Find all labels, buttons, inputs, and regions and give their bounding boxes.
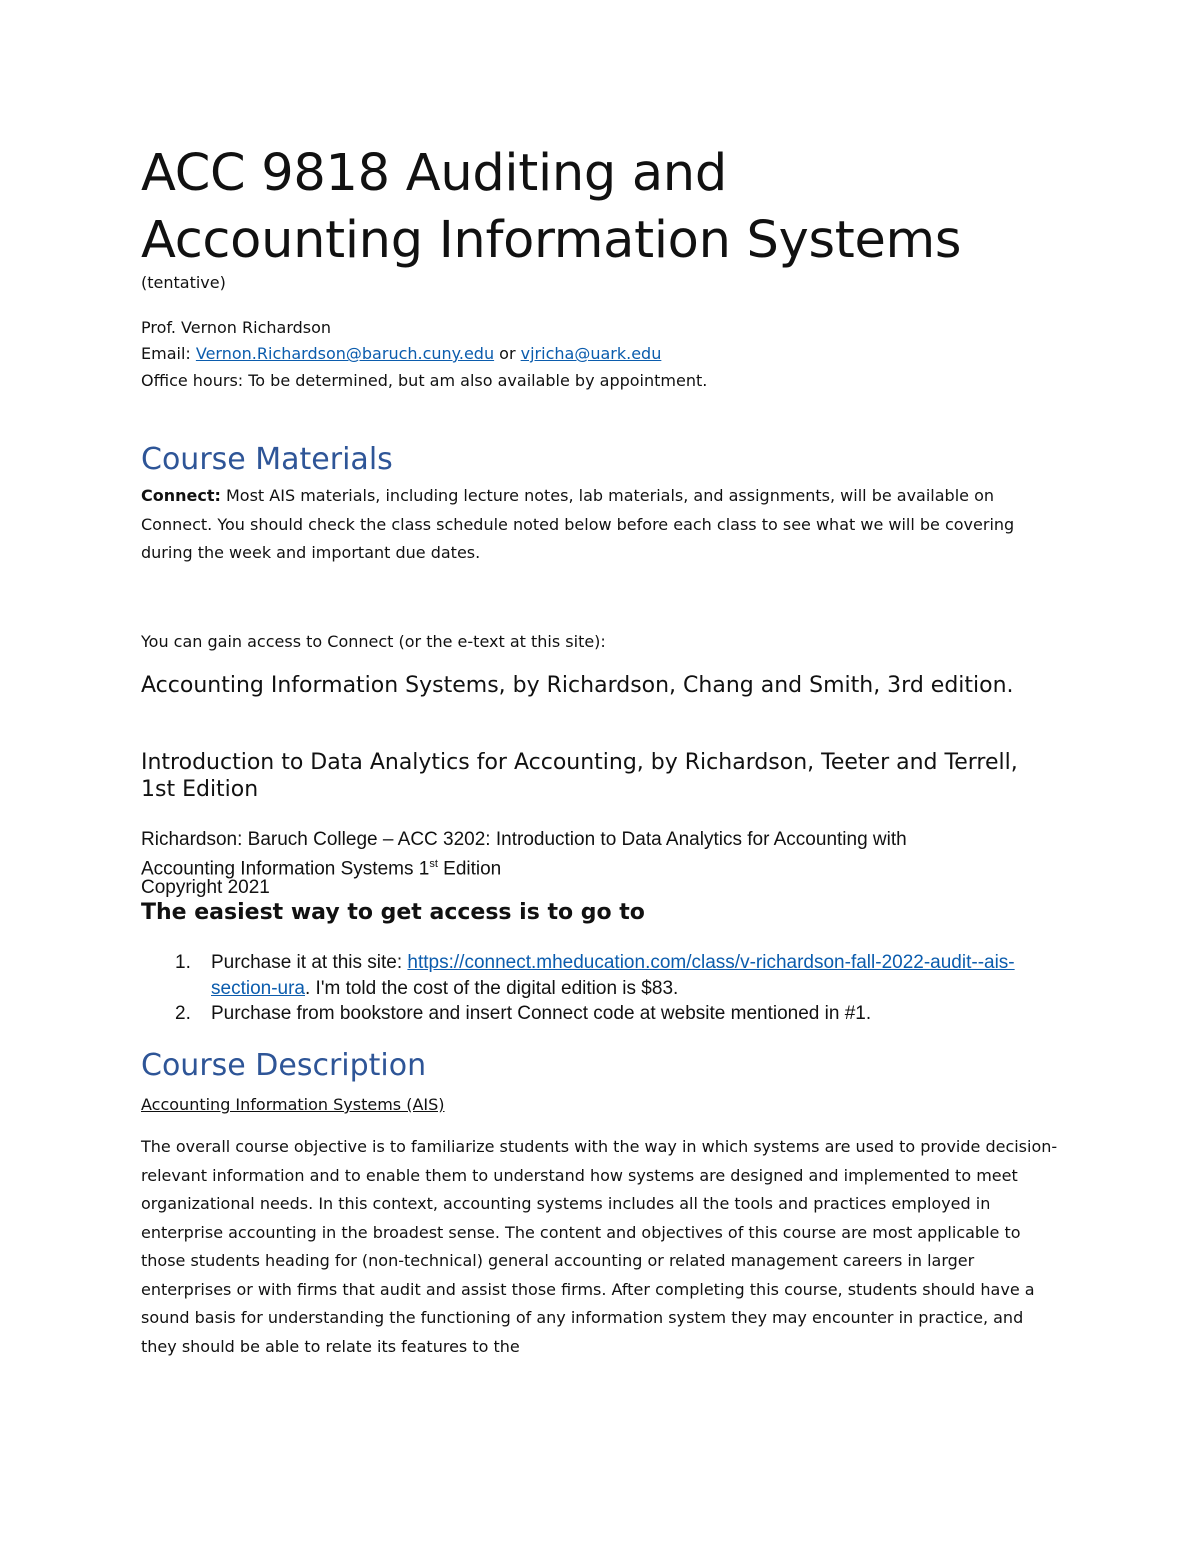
easiest-way: The easiest way to get access is to go to bbox=[141, 900, 645, 925]
description-paragraph: The overall course objective is to familiarize students with the way in which systems are used to provide decision-relevant information and to enable them to understand how systems are designed and implemented to meet organizational needs. In this context, accounting systems includes all the tools and practices employed in enterprise accounting in the broadest sense. The content and objectives of this course are most applicable to those students heading for (non-technical) general accounting or related management careers in larger enterprises or with firms that audit and assist those firms. After completing this course, students should have a sound basis for understanding the functioning of any information system they may encounter in practice, and they should be able to relate its features to the bbox=[141, 1137, 1058, 1356]
list-item bbox=[141, 950, 1071, 1001]
book-ais: Accounting Information Systems, by Richardson, Chang and Smith, 3rd edition. bbox=[141, 673, 1014, 698]
professor-name: Prof. Vernon Richardson bbox=[141, 318, 332, 337]
email-line bbox=[141, 341, 661, 367]
email-or: or bbox=[494, 344, 521, 363]
purchase-steps bbox=[141, 950, 1071, 1027]
bundle-text: Richardson: Baruch College – ACC 3202: Introduction to Data Analytics for Accounting with Accounting Information Systems 1 bbox=[141, 829, 907, 880]
connect-purchase-link[interactable]: https://connect.mheducation.com/class/v-richardson-fall-2022-audit--ais-section-ura bbox=[211, 952, 1015, 999]
step-suffix: . I'm told the cost of the digital edition is $83. bbox=[305, 977, 679, 999]
step-text: Purchase from bookstore and insert Connect code at website mentioned in #1. bbox=[211, 1003, 872, 1024]
title-line-2: Accounting Information Systems bbox=[141, 211, 962, 270]
email-label: Email: bbox=[141, 344, 196, 363]
list-item bbox=[141, 1001, 1071, 1027]
email-link-uark[interactable]: vjricha@uark.edu bbox=[520, 344, 662, 363]
page-title bbox=[141, 140, 961, 274]
title-line-1: ACC 9818 Auditing and bbox=[141, 144, 727, 203]
step-number: 1. bbox=[175, 952, 191, 973]
bundle-description bbox=[141, 828, 1001, 881]
office-hours: Office hours: To be determined, but am also available by appointment. bbox=[141, 371, 708, 390]
book-data-analytics: Introduction to Data Analytics for Accounting, by Richardson, Teeter and Terrell, 1st Edition bbox=[141, 750, 1018, 802]
course-description-heading: Course Description bbox=[141, 1048, 427, 1083]
copyright: Copyright 2021 bbox=[141, 877, 270, 898]
ais-subheading: Accounting Information Systems (AIS) bbox=[141, 1095, 445, 1114]
bundle-suffix: Edition bbox=[437, 858, 502, 880]
email-link-baruch[interactable]: Vernon.Richardson@baruch.cuny.edu bbox=[195, 344, 495, 363]
connect-paragraph bbox=[141, 482, 1061, 568]
subtitle: (tentative) bbox=[141, 273, 226, 292]
bundle-sup: st bbox=[429, 858, 438, 870]
access-intro: You can gain access to Connect (or the e-text at this site): bbox=[141, 632, 606, 651]
connect-text: Most AIS materials, including lecture notes, lab materials, and assignments, will be available on Connect. You should check the class schedule noted below before each class to see what we will be covering during the week and important due dates. bbox=[141, 486, 1015, 562]
course-materials-heading: Course Materials bbox=[141, 442, 393, 477]
step-number: 2. bbox=[175, 1003, 191, 1024]
step-text: Purchase it at this site: bbox=[211, 952, 408, 973]
connect-label: Connect: bbox=[141, 486, 221, 505]
